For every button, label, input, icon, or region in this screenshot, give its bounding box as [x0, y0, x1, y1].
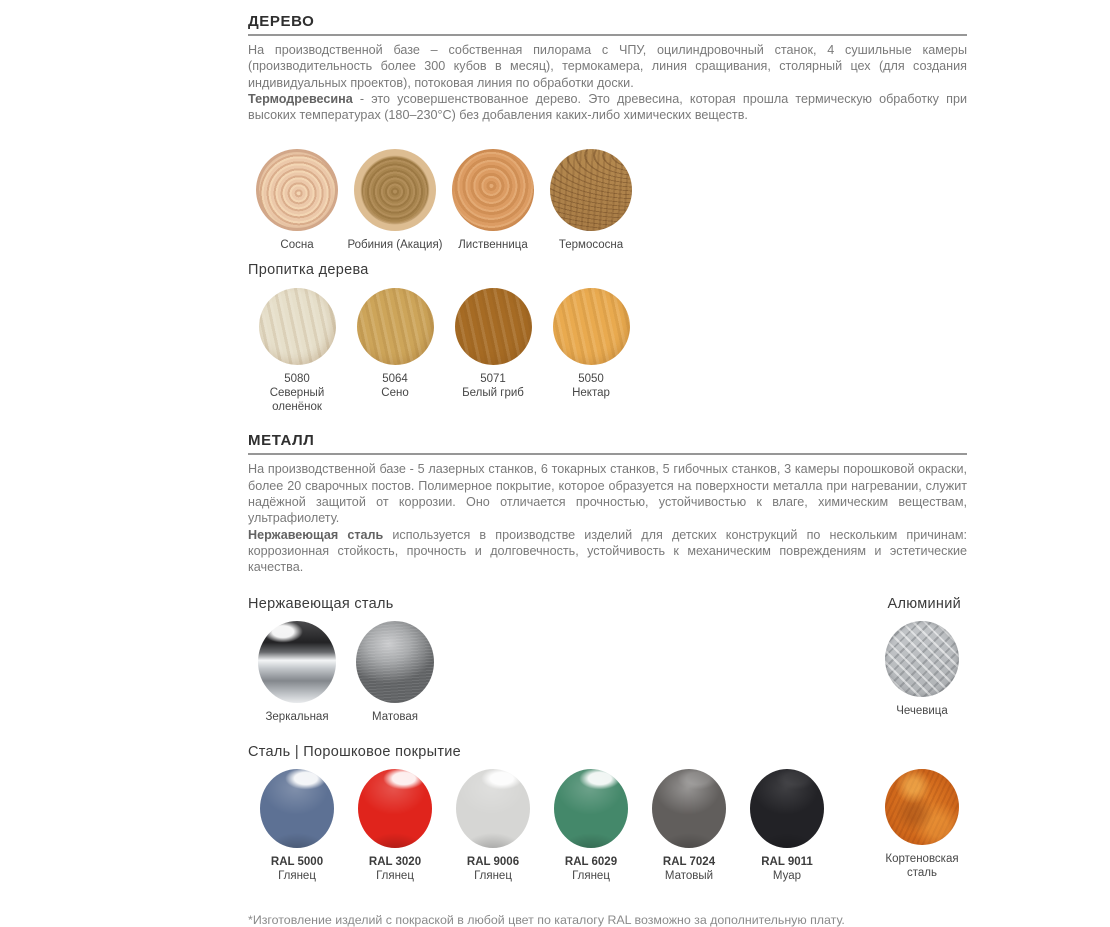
- ral-ball-image: [260, 769, 334, 848]
- wood-swatch-label: Лиственница: [458, 239, 528, 252]
- ral-ball-image: [456, 769, 530, 848]
- metal-section-divider: [248, 453, 967, 455]
- metal-intro-text: На производственной базе - 5 лазерных станков, 6 токарных станков, 5 гибочных станков, 3 камеры порошковой окраски, более 20 сварочных постов. Полимерное покрытие, которое образуется на поверхности металла при нагревании, служит надёжной защитой от коррозии. Оно отличается прочностью, устойчивостью к влаге, химическим веществам, ультрафиолету.: [248, 462, 967, 526]
- stain-swatch-image: [357, 288, 434, 365]
- ral-swatch-label: [271, 855, 323, 883]
- ral-ball-image: [358, 769, 432, 848]
- ral-code: RAL 5000: [270, 855, 324, 868]
- aluminum-swatch-label: Чечевица: [896, 704, 948, 717]
- ral-swatch-9006: [444, 769, 542, 883]
- metal-section: [248, 432, 967, 882]
- thermopine-swatch-image: [550, 149, 632, 231]
- mirror-steel-swatch-image: [258, 621, 336, 703]
- stain-swatch-label: [462, 372, 524, 400]
- stainless-title: Нержавеющая сталь: [248, 595, 394, 612]
- wood-swatch-pine: [248, 149, 346, 252]
- powder-swatch-row: [248, 769, 967, 883]
- ral-finish: Глянец: [278, 869, 316, 882]
- stain-name: Северный оленёнок: [269, 387, 325, 414]
- ral-swatch-9011: [738, 769, 836, 883]
- ral-swatch-5000: [248, 769, 346, 883]
- metal-section-title: МЕТАЛЛ: [248, 432, 315, 450]
- stain-name: Нектар: [572, 387, 610, 400]
- content-column: [248, 0, 967, 927]
- impregnation-title: Пропитка дерева: [248, 262, 369, 279]
- wood-swatch-label: Робиния (Акация): [347, 239, 443, 252]
- diamond-plate-swatch-image: [885, 621, 959, 697]
- ral-swatch-7024: [640, 769, 738, 883]
- wood-section-divider: [248, 34, 967, 36]
- wood-section-title: ДЕРЕВО: [248, 13, 315, 30]
- ral-finish: Матовый: [664, 869, 714, 882]
- corten-steel-swatch-image: [885, 769, 959, 845]
- aluminum-title: Алюминий: [887, 595, 961, 612]
- metal-intro-paragraph: [248, 461, 967, 526]
- ral-swatch-3020: [346, 769, 444, 883]
- ral-code: RAL 7024: [662, 855, 716, 868]
- ral-code: RAL 9006: [466, 855, 520, 868]
- ral-swatch-6029: [542, 769, 640, 883]
- stain-swatch-5071: [444, 288, 542, 400]
- aluminum-swatch-lentil: [877, 621, 967, 718]
- stainless-term: Нержавеющая сталь: [248, 527, 384, 542]
- wood-intro-text: На производственной базе – собственная пилорама с ЧПУ, оцилиндровочный станок, 4 сушильные камеры (производительность более 300 кубов в месяц), термокамера, линия сращивания, столярный цех (для создания индивидуальных проектов), потоковая линия по обработки доски.: [248, 43, 967, 90]
- ral-code: RAL 3020: [368, 855, 422, 868]
- matte-steel-swatch-image: [356, 621, 434, 703]
- stainless-swatch-label: Зеркальная: [265, 710, 329, 723]
- stain-swatch-5064: [346, 288, 444, 400]
- stain-swatch-5050: [542, 288, 640, 400]
- wood-swatch-robinia: [346, 149, 444, 252]
- impregnation-swatch-row: [248, 288, 967, 414]
- ral-swatch-label: [761, 855, 813, 883]
- stain-swatch-image: [259, 288, 336, 365]
- pine-swatch-image: [256, 149, 338, 231]
- ral-finish: Глянец: [572, 869, 610, 882]
- stainless-swatch-mirror: [248, 621, 346, 724]
- corten-swatch: [877, 769, 967, 880]
- thermowood-paragraph: [248, 91, 967, 124]
- stain-swatch-image: [455, 288, 532, 365]
- wood-swatch-larch: [444, 149, 542, 252]
- stainless-paragraph: [248, 527, 967, 576]
- wood-swatch-label: Термососна: [558, 239, 624, 252]
- thermowood-term: Термодревесина: [248, 91, 353, 106]
- larch-swatch-image: [452, 149, 534, 231]
- ral-ball-image: [750, 769, 824, 848]
- stain-swatch-5080: [248, 288, 346, 414]
- stain-swatch-label: [249, 372, 345, 414]
- ral-swatch-label: [663, 855, 715, 883]
- metal-subheadings-row: [248, 596, 967, 612]
- stain-name: Белый гриб: [462, 387, 524, 400]
- stain-swatch-label: [381, 372, 408, 400]
- stain-swatch-image: [553, 288, 630, 365]
- ral-swatch-label: [467, 855, 519, 883]
- ral-finish: Муар: [772, 869, 802, 882]
- stainless-swatch-matte: [346, 621, 444, 724]
- stainless-swatch-label: Матовая: [372, 710, 418, 723]
- ral-finish: Глянец: [474, 869, 512, 882]
- ral-swatch-label: [369, 855, 421, 883]
- wood-section: [248, 13, 967, 414]
- stain-code: 5050: [578, 373, 604, 386]
- wood-swatch-row: [248, 149, 967, 252]
- ral-ball-image: [652, 769, 726, 848]
- robinia-swatch-image: [354, 149, 436, 231]
- wood-swatch-label: Сосна: [280, 239, 314, 252]
- corten-swatch-label: [877, 852, 967, 880]
- stain-code: 5080: [284, 373, 310, 386]
- wood-swatch-thermopine: [542, 149, 640, 252]
- ral-code: RAL 6029: [564, 855, 618, 868]
- stainless-text: используется в производстве изделий для детских конструкций по нескольким причинам: коррозионная стойкость, прочность и долговечность, устойчивость к механическим повреждениям и эстетические качества.: [248, 527, 967, 575]
- powder-coating-title: Сталь | Порошковое покрытие: [248, 743, 462, 760]
- ral-swatch-label: [565, 855, 617, 883]
- ral-ball-image: [554, 769, 628, 848]
- stain-name: Сено: [381, 387, 409, 400]
- ral-code: RAL 9011: [761, 855, 813, 868]
- thermowood-text: - это усовершенствованное дерево. Это древесина, которая прошла термическую обработку при высоких температурах (180–230°С) без добавления каких-либо химических веществ.: [248, 91, 967, 123]
- ral-finish: Глянец: [376, 869, 414, 882]
- wood-intro-paragraph: [248, 42, 967, 91]
- stain-code: 5071: [480, 373, 506, 386]
- stain-swatch-label: [572, 372, 610, 400]
- metal-swatch-row: [248, 621, 967, 724]
- stain-code: 5064: [382, 373, 408, 386]
- corten-name: Кортеновская сталь: [885, 852, 959, 879]
- ral-footnote: *Изготовление изделий с покраской в любой цвет по каталогу RAL возможно за дополнительную плату.: [248, 912, 845, 927]
